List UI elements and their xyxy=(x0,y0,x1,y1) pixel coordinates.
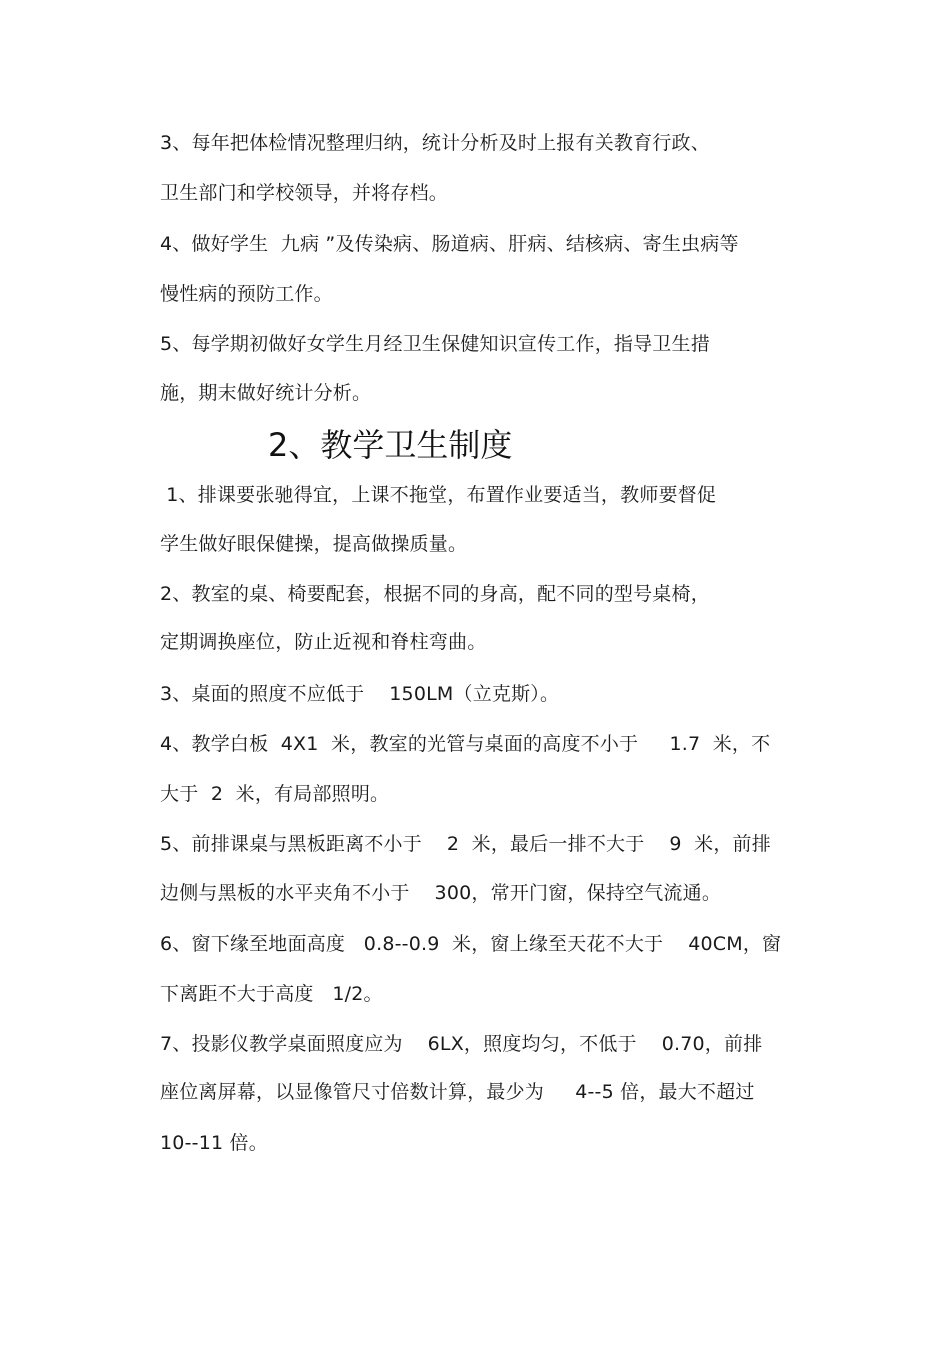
rule-2-line-1: 2、教室的桌、椅要配套，根据不同的身高，配不同的型号桌椅， xyxy=(160,583,710,605)
rule-4-line-2: 大于 2 米，有局部照明。 xyxy=(160,783,390,805)
item-5-line-2: 施，期末做好统计分析。 xyxy=(160,382,372,404)
item-3-line-2: 卫生部门和学校领导，并将存档。 xyxy=(160,182,449,204)
rule-5-line-2: 边侧与黑板的水平夹角不小于 300，常开门窗，保持空气流通。 xyxy=(160,882,722,904)
item-4-line-2: 慢性病的预防工作。 xyxy=(160,283,333,305)
rule-1-line-1: 1、排课要张驰得宜，上课不拖堂，布置作业要适当，教师要督促 xyxy=(160,484,717,506)
item-5-line-1: 5、每学期初做好女学生月经卫生保健知识宣传工作，指导卫生措 xyxy=(160,333,710,355)
item-3-line-1: 3、每年把体检情况整理归纳，统计分析及时上报有关教育行政、 xyxy=(160,132,710,154)
item-4-line-1: 4、做好学生 九病 ”及传染病、肠道病、肝病、结核病、寄生虫病等 xyxy=(160,233,739,255)
rule-3-line-1: 3、桌面的照度不应低于 150LM（立克斯）。 xyxy=(160,683,560,705)
rule-7-line-1: 7、投影仪教学桌面照度应为 6LX，照度均匀，不低于 0.70，前排 xyxy=(160,1033,763,1055)
rule-6-line-2: 下离距不大于高度 1/2。 xyxy=(160,983,383,1005)
rule-4-line-1: 4、教学白板 4X1 米，教室的光管与桌面的高度不小于 1.7 米，不 xyxy=(160,733,771,755)
rule-1-line-2: 学生做好眼保健操，提高做操质量。 xyxy=(160,533,468,555)
rule-7-line-2: 座位离屏幕，以显像管尺寸倍数计算，最少为 4--5 倍，最大不超过 xyxy=(160,1081,755,1103)
rule-6-line-1: 6、窗下缘至地面高度 0.8--0.9 米，窗上缘至天花不大于 40CM，窗 xyxy=(160,933,782,955)
rule-5-line-1: 5、前排课桌与黑板距离不小于 2 米，最后一排不大于 9 米，前排 xyxy=(160,833,771,855)
rule-7-line-3: 10--11 倍。 xyxy=(160,1132,268,1154)
rule-2-line-2: 定期调换座位，防止近视和脊柱弯曲。 xyxy=(160,631,487,653)
section-heading: 2、教学卫生制度 xyxy=(268,426,513,464)
